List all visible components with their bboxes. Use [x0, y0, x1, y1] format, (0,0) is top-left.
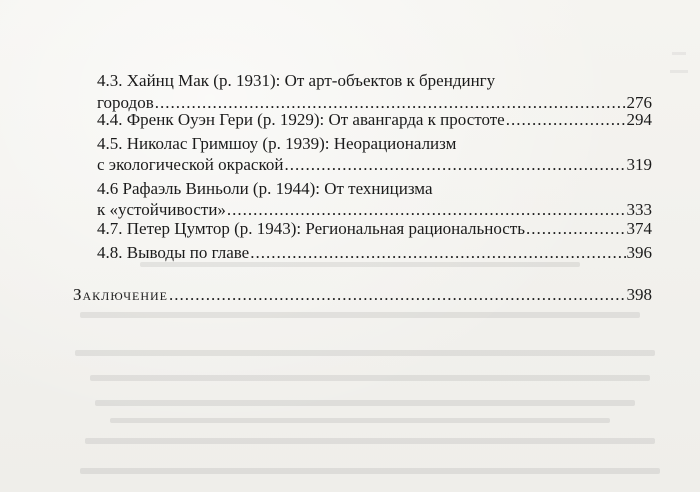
toc-leader-row — [97, 242, 652, 263]
dot-leader — [506, 109, 626, 130]
toc-entry-title-continued: к «устойчивости» — [97, 200, 226, 219]
toc-page-number: 398 — [626, 285, 652, 304]
toc-entry-title: 4.8. Выводы по главе — [97, 243, 250, 262]
toc-entry-title-continued: с экологической окраской — [97, 155, 284, 174]
toc-page-number: 396 — [626, 243, 652, 262]
toc-entry-title: 4.7. Петер Цумтор (р. 1943): Региональная рациональность — [97, 219, 525, 238]
toc-entry-title: 4.4. Френк Оуэн Гери (р. 1929): От авангарда к простоте — [97, 110, 505, 129]
toc-page-number: 333 — [626, 200, 652, 219]
dot-leader — [526, 218, 626, 239]
dot-leader — [250, 242, 625, 263]
toc-entry-title: 4.5. Николас Гримшоу (р. 1939): Неорационализм — [97, 134, 457, 153]
dot-leader — [169, 284, 626, 305]
toc-entry-title: 4.3. Хайнц Мак (р. 1931): От арт-объектов к брендингу — [97, 71, 496, 90]
toc-page-number: 374 — [626, 219, 652, 238]
dot-leader — [227, 199, 626, 220]
dot-leader — [284, 154, 625, 175]
toc-leader-row — [73, 284, 652, 305]
toc-leader-row — [97, 109, 652, 130]
toc-conclusion-title: Заключение — [73, 285, 168, 304]
toc-page-number: 319 — [626, 155, 652, 174]
toc-entry-title: 4.6 Рафаэль Виньоли (р. 1944): От техницизма — [97, 179, 433, 198]
toc-leader-row — [97, 154, 652, 175]
toc-leader-row — [97, 199, 652, 220]
toc-page-number: 294 — [626, 110, 652, 129]
toc-leader-row — [97, 218, 652, 239]
toc-page-number: 276 — [626, 93, 652, 112]
toc-entry-title-continued: городов — [97, 93, 154, 112]
